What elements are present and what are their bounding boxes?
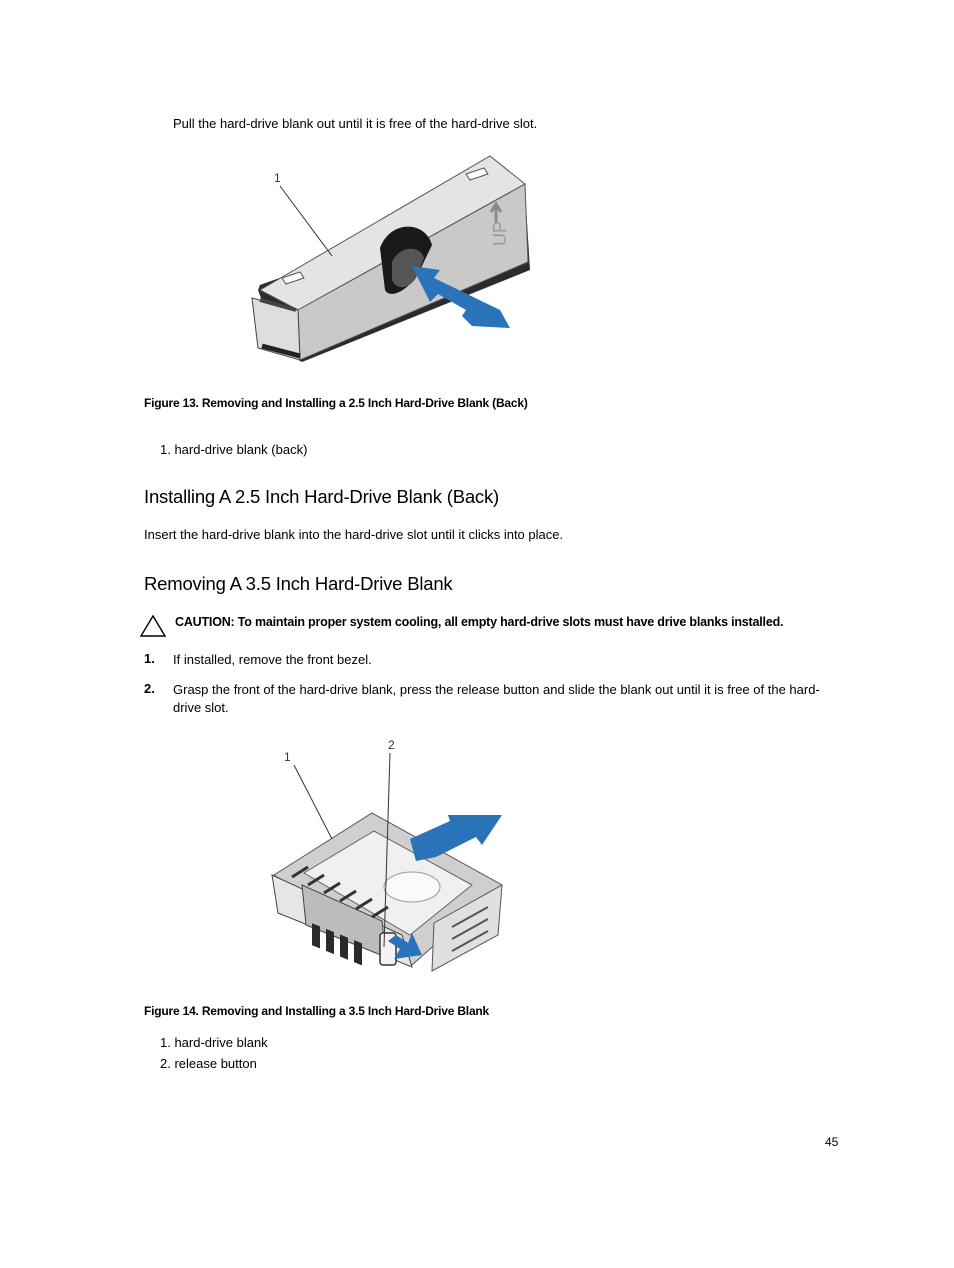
caution-icon — [139, 614, 167, 638]
figure-14-illustration — [262, 735, 512, 985]
section-heading-install: Installing A 2.5 Inch Hard-Drive Blank (Back) — [144, 486, 499, 507]
vent — [354, 940, 362, 965]
callout-number-1: 1 — [274, 171, 281, 185]
intro-paragraph: Pull the hard-drive blank out until it is free of the hard-drive slot. — [173, 116, 538, 131]
step-2-text: Grasp the front of the hard-drive blank, press the release button and slide the blank out until it is free of the hard- — [173, 682, 820, 697]
carrier-hole — [384, 872, 440, 902]
page-number: 45 — [825, 1135, 839, 1149]
callout-line-1 — [294, 765, 332, 839]
install-paragraph: Insert the hard-drive blank into the hard-drive slot until it clicks into place. — [144, 527, 564, 542]
step-1-number: 1. — [144, 651, 155, 666]
step-2-number: 2. — [144, 681, 155, 696]
figure-13-illustration — [240, 150, 550, 365]
up-label: UP — [490, 220, 510, 246]
figure-14-legend-item-1: 1. hard-drive blank — [160, 1035, 268, 1050]
section-heading-remove: Removing A 3.5 Inch Hard-Drive Blank — [144, 573, 453, 594]
caution-notice: CAUTION: To maintain proper system cooling, all empty hard-drive slots must have drive blanks installed. — [175, 615, 784, 629]
step-2-text-continued: drive slot. — [173, 700, 229, 715]
figure-13-legend-item: 1. hard-drive blank (back) — [160, 442, 308, 457]
vent — [312, 923, 320, 948]
figure-14-legend-item-2: 2. release button — [160, 1056, 257, 1071]
vent — [340, 935, 348, 960]
figure-13-caption: Figure 13. Removing and Installing a 2.5 Inch Hard-Drive Blank (Back) — [144, 396, 528, 410]
callout-number-1: 1 — [284, 750, 291, 764]
step-1-text: If installed, remove the front bezel. — [173, 652, 372, 667]
figure-14-caption: Figure 14. Removing and Installing a 3.5 Inch Hard-Drive Blank — [144, 1004, 490, 1018]
slide-arrow-icon — [410, 815, 502, 861]
callout-line-1 — [280, 186, 332, 256]
vent — [326, 929, 334, 954]
callout-number-2: 2 — [388, 738, 395, 752]
